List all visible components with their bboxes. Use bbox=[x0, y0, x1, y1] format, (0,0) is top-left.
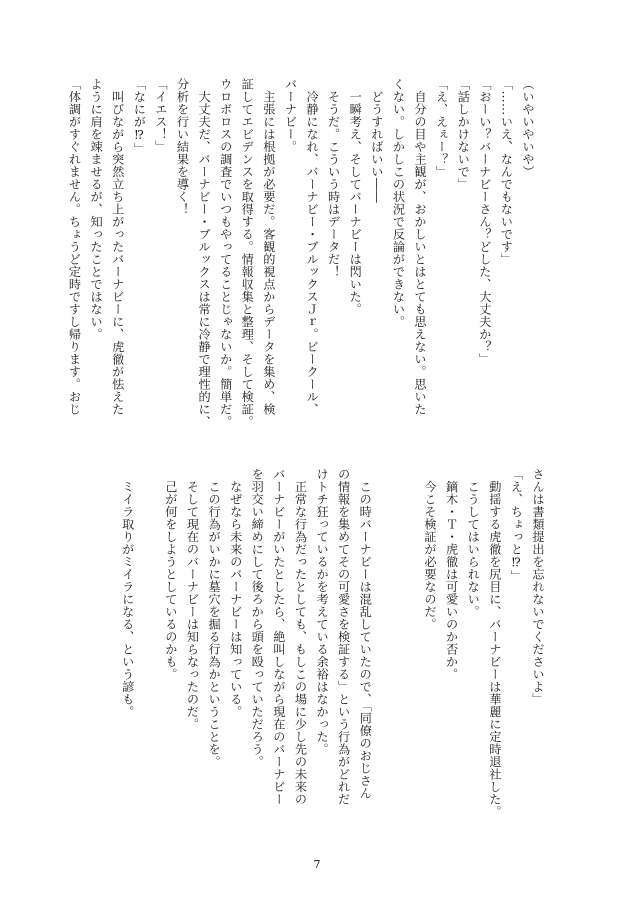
text-line: 「え、ちょっと⁉」 bbox=[509, 468, 524, 583]
lower-text-block bbox=[116, 468, 548, 848]
text-line: けトチ狂っているかを考えている余裕はなかった。 bbox=[315, 468, 330, 756]
text-line: （いやいやいや） bbox=[521, 78, 535, 178]
text-line bbox=[375, 468, 397, 848]
text-line: ように肩を竦ませるが、知ったことではない。 bbox=[89, 78, 104, 341]
text-line: そして現在のバーナビーは知らなったのだ。 bbox=[185, 468, 200, 731]
text-line bbox=[397, 468, 419, 848]
page-number: 7 bbox=[313, 858, 321, 871]
text-line: 主張には根拠が必要だ。客観的視点からデータを集め、検 bbox=[261, 78, 276, 416]
text-line: さんは書類提出を忘れないでくださいよ」 bbox=[531, 468, 545, 706]
text-line: この行為がいかに墓穴を掘る行為かということを。 bbox=[207, 468, 222, 768]
text-line: こうしてはいられない。 bbox=[466, 468, 481, 618]
text-line: 動揺する虎徹を尻目に、バーナビーは華麗に定時退社した。 bbox=[487, 468, 502, 818]
text-line: バーナビー。 bbox=[283, 78, 298, 153]
text-line: 「なにが⁉」 bbox=[132, 78, 147, 155]
text-line: 一瞬考え、そしてバーナビーは閃いた。 bbox=[348, 78, 363, 316]
text-line: どうすればいい―― bbox=[369, 78, 384, 203]
text-line: 「……いえ、なんでもないです」 bbox=[499, 78, 514, 266]
text-line: 大丈夫だ、バーナビー・ブルックスは常に冷静で理性的に、 bbox=[197, 78, 212, 428]
text-line: 叫びながら突然立ち上がったバーナビーに、虎徹が怯えた bbox=[110, 78, 125, 416]
text-line: 今こそ検証が必要なのだ。 bbox=[423, 468, 438, 631]
text-line: 分析を行い結果を導く！ bbox=[175, 78, 190, 216]
text-line: 「え、えぇー？」 bbox=[434, 78, 449, 178]
text-line: ミイラ取りがミイラになる、という諺も。 bbox=[120, 468, 135, 718]
text-line: くない。しかしこの状況で反論ができない。 bbox=[391, 78, 406, 328]
text-line: 「体調がすぐれません。ちょうど定時ですし帰ります。おじ bbox=[67, 78, 82, 416]
text-line: 「イエス！」 bbox=[153, 78, 168, 153]
text-line: 冷静になれ、バーナビー・ブルックスＪｒ。ビークール、 bbox=[305, 78, 320, 416]
upper-text-block bbox=[67, 78, 538, 450]
text-line: 鏑木・Ｔ・虎徹は可愛いのか否か。 bbox=[444, 468, 459, 681]
text-line: 「おーい？バーナビーさん？どした、大丈夫か？」 bbox=[477, 78, 492, 366]
text-line: そうだ。こういう時はデータだ！ bbox=[326, 78, 341, 278]
text-line: なぜなら未来のバーナビーは知っている。 bbox=[228, 468, 243, 718]
text-line: この時バーナビーは混乱していたので、「同僚のおじさん bbox=[358, 468, 373, 800]
text-line: ウロボロスの調査でいつもやってることじゃないか。簡単だ。 bbox=[218, 78, 233, 428]
text-line: 自分の目や主観が、おかしいとはとても思えない。思いた bbox=[413, 78, 428, 416]
text-line: 正常な行為だったとしても、もしこの場に少し先の未来の bbox=[293, 468, 308, 806]
text-line bbox=[138, 468, 160, 848]
text-line: の情報を集めてその可愛さを検証する」という行為がどれだ bbox=[336, 468, 351, 806]
text-line: を羽交い締めにして後ろから頭を殴っていただろう。 bbox=[250, 468, 265, 768]
text-line: 「話しかけないで」 bbox=[456, 78, 471, 191]
text-line: 己が何をしようとしているのかも。 bbox=[163, 468, 178, 681]
text-line: 証してエビデンスを取得する。情報収集と整理、そして検証。 bbox=[240, 78, 255, 428]
text-line: バーナビーがいたとしたら、絶叫しながら現在のバーナビー bbox=[271, 468, 286, 806]
